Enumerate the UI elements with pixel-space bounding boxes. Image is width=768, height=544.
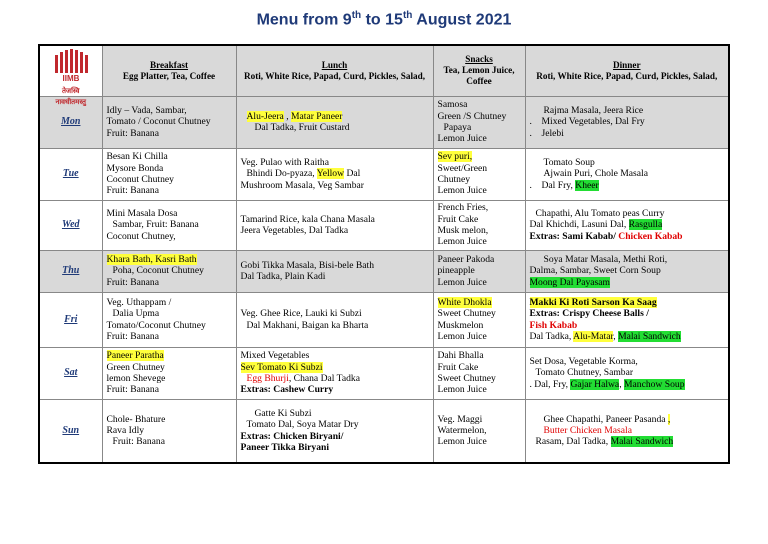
day-label: Sun [39,399,102,463]
snacks-cell: French Fries, Fruit Cake Musk melon, Lemon Juice [433,200,525,250]
page-title: Menu from 9th to 15th August 2021 [256,10,512,29]
breakfast-cell: Idly – Vada, Sambar, Tomato / Coconut Chutney Fruit: Banana [102,96,236,148]
snacks-cell: Veg. Maggi Watermelon, Lemon Juice [433,399,525,463]
table-row [39,292,729,347]
lunch-cell: Mixed Vegetables Sev Tomato Ki Subzi Egg Bhurji, Chana Dal Tadka Extras: Cashew Curry [236,347,433,399]
day-label: Sat [39,347,102,399]
lunch-cell: Gatte Ki Subzi Tomato Dal, Soya Matar Dry Extras: Chicken Biryani/ Paneer Tikka Biryani [236,399,433,463]
header-row [39,45,729,96]
breakfast-cell: Besan Ki Chilla Mysore Bonda Coconut Chutney Fruit: Banana [102,148,236,200]
dinner-cell: Makki Ki Roti Sarson Ka Saag Extras: Crispy Cheese Balls / Fish Kabab Dal Tadka, Alu-Matar, Malai Sandwich [525,292,729,347]
dinner-cell: Soya Matar Masala, Methi Roti, Dalma, Sambar, Sweet Corn Soup Moong Dal Payasam [525,250,729,292]
menu-table [38,44,730,464]
breakfast-cell: Veg. Uthappam / Dalia Upma Tomato/Coconut Chutney Fruit: Banana [102,292,236,347]
snacks-header: Snacks Tea, Lemon Juice, Coffee [433,45,525,96]
snacks-cell: White Dhokla Sweet Chutney Muskmelon Lemon Juice [433,292,525,347]
lunch-cell: Veg. Ghee Rice, Lauki ki Subzi Dal Makhani, Baigan ka Bharta [236,292,433,347]
table-row [39,399,729,463]
breakfast-header: Breakfast Egg Platter, Tea, Coffee [102,45,236,96]
dinner-cell: Tomato Soup Ajwain Puri, Chole Masala . Dal Fry, Kheer [525,148,729,200]
day-label: Thu [39,250,102,292]
snacks-cell: Samosa Green /S Chutney Papaya Lemon Juice [433,96,525,148]
day-label: Tue [39,148,102,200]
breakfast-cell: Khara Bath, Kasri Bath Poha, Coconut Chutney Fruit: Banana [102,250,236,292]
day-label: Wed [39,200,102,250]
logo-subtext: तेजस्वि नावधीतमस्तु [55,87,87,106]
dinner-header: Dinner Roti, White Rice, Papad, Curd, Pickles, Salad, [525,45,729,96]
day-label: Mon [39,96,102,148]
lunch-cell: Tamarind Rice, kala Chana Masala Jeera Vegetables, Dal Tadka [236,200,433,250]
breakfast-cell: Paneer Paratha Green Chutney lemon Shevege Fruit: Banana [102,347,236,399]
dinner-cell: Set Dosa, Vegetable Korma, Tomato Chutney, Sambar . Dal, Fry, Gajar Halwa, Manchow Soup [525,347,729,399]
snacks-cell: Paneer Pakoda pineapple Lemon Juice [433,250,525,292]
lunch-cell: Veg. Pulao with Raitha Bhindi Do-pyaza, Yellow Dal Mushroom Masala, Veg Sambar [236,148,433,200]
table-row [39,148,729,200]
lunch-header: Lunch Roti, White Rice, Papad, Curd, Pickles, Salad, [236,45,433,96]
dinner-cell: Ghee Chapathi, Paneer Pasanda , Butter Chicken Masala Rasam, Dal Tadka, Malai Sandwich [525,399,729,463]
table-row [39,250,729,292]
lunch-cell: Gobi Tikka Masala, Bisi-bele Bath Dal Tadka, Plain Kadi [236,250,433,292]
table-row [39,200,729,250]
logo-text: IIMB [62,73,80,83]
dinner-cell: Chapathi, Alu Tomato peas Curry Dal Khichdi, Lasuni Dal, Rasgulla Extras: Sami Kabab/ Chicken Kabab [525,200,729,250]
dinner-cell: Rajma Masala, Jeera Rice . Mixed Vegetables, Dal Fry . Jelebi [525,96,729,148]
table-row [39,347,729,399]
breakfast-cell: Mini Masala Dosa Sambar, Fruit: Banana Coconut Chutney, [102,200,236,250]
snacks-cell: Sev puri, Sweet/Green Chutney Lemon Juice [433,148,525,200]
table-row [39,96,729,148]
day-label: Fri [39,292,102,347]
lunch-cell: Alu-Jeera , Matar Paneer Dal Tadka, Fruit Custard [236,96,433,148]
logo-cell [39,45,102,106]
iimb-logo [49,49,93,106]
breakfast-cell: Chole- Bhature Rava Idly Fruit: Banana [102,399,236,463]
snacks-cell: Dahi Bhalla Fruit Cake Sweet Chutney Lemon Juice [433,347,525,399]
